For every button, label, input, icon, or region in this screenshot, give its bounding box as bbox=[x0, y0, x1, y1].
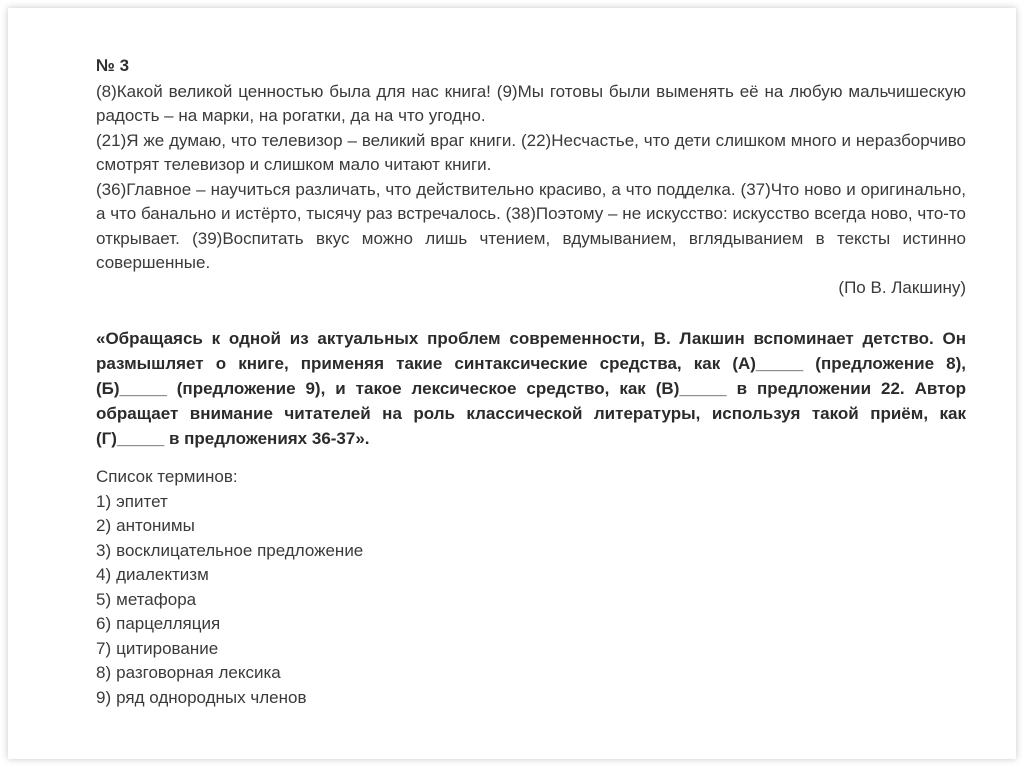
source-attribution: (По В. Лакшину) bbox=[838, 277, 966, 297]
list-item bbox=[96, 490, 966, 515]
term-number: 6) bbox=[96, 614, 112, 633]
term-number: 3) bbox=[96, 540, 112, 560]
term-text: метафора bbox=[116, 589, 197, 609]
terms-list bbox=[96, 490, 966, 711]
list-item bbox=[96, 514, 966, 539]
list-item bbox=[96, 686, 966, 711]
term-number: 2) bbox=[96, 516, 112, 535]
terms-list-title: Список терминов: bbox=[96, 467, 238, 486]
term-number: 1) bbox=[96, 491, 112, 511]
term-text: цитирование bbox=[116, 638, 219, 658]
term-text: эпитет bbox=[116, 491, 168, 511]
term-text: антонимы bbox=[116, 516, 195, 535]
text-paragraph-2: (21)Я же думаю, что телевизор – великий враг книги. (22)Несчастье, что дети слишком много и неразборчиво смотрят телевизор и слишком мало читают книги. bbox=[96, 130, 966, 174]
list-item bbox=[96, 563, 966, 588]
term-text: ряд однородных членов bbox=[116, 687, 307, 707]
list-item bbox=[96, 588, 966, 613]
term-text: восклицательное предложение bbox=[116, 540, 364, 560]
text-paragraph-3: (36)Главное – научиться различать, что действительно красиво, а что подделка. (37)Что ново и оригинально, а что банально и истёрто, тысячу раз встречалось. (38)Поэтому – не искусство: искусство всегда ново, что-то открывает. (39)Воспитать вкус можно лишь чтением, вдумыванием, вглядыванием в тексты истинно совершенные. bbox=[96, 179, 966, 272]
term-text: парцелляция bbox=[116, 614, 221, 633]
list-item bbox=[96, 637, 966, 662]
term-text: диалектизм bbox=[116, 565, 209, 584]
list-item bbox=[96, 539, 966, 564]
task-number-heading: № 3 bbox=[96, 56, 130, 75]
term-number: 4) bbox=[96, 565, 112, 584]
term-number: 9) bbox=[96, 687, 112, 707]
term-number: 5) bbox=[96, 589, 112, 609]
task-statement: «Обращаясь к одной из актуальных проблем современности, В. Лакшин вспоминает детство. Он размышляет о книге, применяя такие синтаксические средства, как (А)_____ (предложение 8), (Б)_____ (предложение 9), и такое лексическое средство, как (В)_____ в предложении 22. Автор обращает внимание читателей на роль классической литературы, используя такой приём, как (Г)_____ в предложениях 36-37». bbox=[96, 329, 966, 448]
term-number: 7) bbox=[96, 638, 112, 658]
term-text: разговорная лексика bbox=[116, 663, 281, 682]
document-page bbox=[96, 54, 966, 710]
list-item bbox=[96, 612, 966, 637]
term-number: 8) bbox=[96, 663, 112, 682]
text-paragraph-1: (8)Какой великой ценностью была для нас книга! (9)Мы готовы были выменять её на любую мальчишескую радость – на марки, на рогатки, да на что угодно. bbox=[96, 81, 966, 125]
list-item bbox=[96, 661, 966, 686]
